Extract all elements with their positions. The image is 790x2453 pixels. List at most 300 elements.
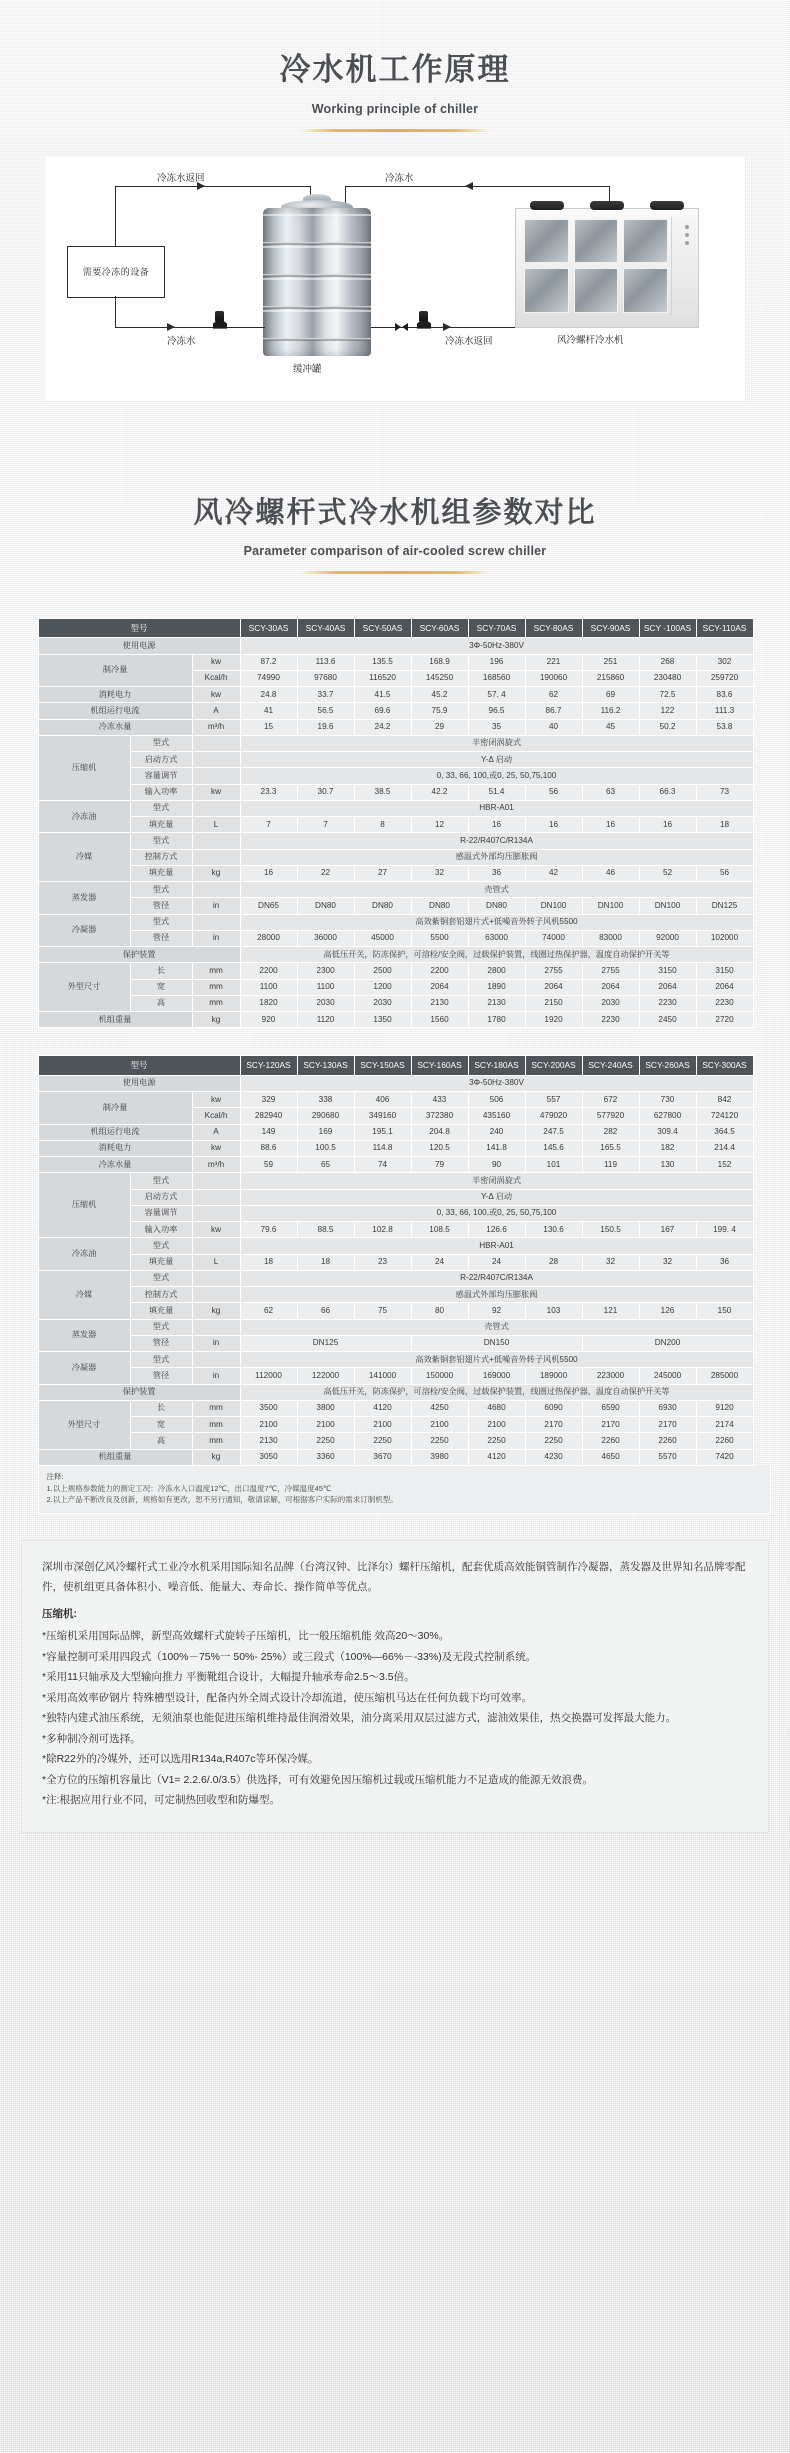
- title-underline-rule: [300, 129, 490, 132]
- row-label: 型式: [130, 833, 192, 849]
- data-cell: 69.6: [354, 703, 411, 719]
- row-unit: kw: [192, 1222, 240, 1238]
- data-cell: 116.2: [582, 703, 639, 719]
- data-cell: 169: [297, 1124, 354, 1140]
- row-label: 管径: [130, 1335, 192, 1351]
- pipe-top-left-horizontal: [115, 186, 311, 187]
- data-cell: 364.5: [696, 1124, 753, 1140]
- data-cell: 96.5: [468, 703, 525, 719]
- row-unit: A: [192, 703, 240, 719]
- table-row-compressor-input: [38, 1222, 753, 1238]
- column-header-5: SCY-200AS: [525, 1056, 582, 1076]
- data-cell: 302: [696, 654, 753, 670]
- data-cell: 90: [468, 1157, 525, 1173]
- row-label: 型式: [130, 1270, 192, 1286]
- data-cell: 32: [639, 1254, 696, 1270]
- table-row-compressor-start: [38, 1189, 753, 1205]
- row-unit: mm: [192, 1417, 240, 1433]
- data-cell: 268: [639, 654, 696, 670]
- description-item-1: *容量控制可采用四段式（100%－75%一 50%- 25%）或三段式（100%—66%－-33%)及无段式控制系统。: [42, 1650, 537, 1663]
- data-cell: 506: [468, 1092, 525, 1108]
- data-cell: 59: [240, 1157, 297, 1173]
- data-cell: 2174: [696, 1417, 753, 1433]
- data-cell: 16: [525, 817, 582, 833]
- data-cell: 329: [240, 1092, 297, 1108]
- row-label: 机组重量: [38, 1449, 192, 1465]
- column-header-2: SCY-150AS: [354, 1056, 411, 1076]
- data-cell: 69: [582, 687, 639, 703]
- row-label: 型式: [130, 1352, 192, 1368]
- row-unit: A: [192, 1124, 240, 1140]
- column-header-6: SCY-240AS: [582, 1056, 639, 1076]
- row-unit: [192, 1238, 240, 1254]
- title-underline-rule-2: [300, 571, 490, 574]
- data-cell: 33.7: [297, 687, 354, 703]
- data-cell: 6090: [525, 1400, 582, 1416]
- data-cell: 122: [639, 703, 696, 719]
- data-cell: 282940: [240, 1108, 297, 1124]
- data-cell: 2170: [639, 1417, 696, 1433]
- section2-title-cn: 风冷螺杆式冷水机组参数对比: [193, 496, 597, 529]
- data-cell: 2230: [696, 995, 753, 1011]
- data-cell: 221: [525, 654, 582, 670]
- table-row-refrigerant-fill: [38, 865, 753, 881]
- data-cell: 108.5: [411, 1222, 468, 1238]
- data-cell: 19.6: [297, 719, 354, 735]
- data-cell: 2170: [582, 1417, 639, 1433]
- data-cell: 5500: [411, 930, 468, 946]
- data-cell: 121: [582, 1303, 639, 1319]
- column-header-2: SCY-50AS: [354, 618, 411, 638]
- pipe-top-right-horizontal: [345, 186, 610, 187]
- row-group-label: 制冷量: [38, 1092, 192, 1125]
- section1-title-en: Working principle of chiller: [311, 101, 479, 116]
- row-unit: mm: [192, 995, 240, 1011]
- data-cell: 182: [639, 1140, 696, 1156]
- data-cell: 62: [240, 1303, 297, 1319]
- description-lead: 深圳市深创亿风冷螺杆式工业冷水机采用国际知名品牌（台湾汉钟、比泽尔）螺杆压缩机，配套优质高效能铜管制作冷凝器，蒸发器及世界知名品牌零配件，使机组更具备体积小、噪音低、能量大、寿命长、操作简单等优点。: [42, 1560, 746, 1594]
- row-unit: mm: [192, 1433, 240, 1449]
- data-cell: 4120: [354, 1400, 411, 1416]
- row-label: 宽: [130, 979, 192, 995]
- data-cell: DN100: [582, 898, 639, 914]
- data-cell: 41.5: [354, 687, 411, 703]
- row-label: 型式: [130, 800, 192, 816]
- data-cell: 1560: [411, 1012, 468, 1028]
- data-cell: 3150: [639, 963, 696, 979]
- data-cell: 97680: [297, 670, 354, 686]
- data-cell: 247.5: [525, 1124, 582, 1140]
- row-value-span: Y-Δ 启动: [240, 752, 753, 768]
- data-cell: 83000: [582, 930, 639, 946]
- group-label-refrigerant: 冷媒: [38, 833, 130, 882]
- row-label: 填充量: [130, 817, 192, 833]
- table-row: [38, 703, 753, 719]
- data-cell: 24: [468, 1254, 525, 1270]
- data-cell: 45000: [354, 930, 411, 946]
- data-cell: 15: [240, 719, 297, 735]
- data-cell: 38.5: [354, 784, 411, 800]
- data-cell: 2064: [411, 979, 468, 995]
- data-cell: 199. 4: [696, 1222, 753, 1238]
- data-cell: 23: [354, 1254, 411, 1270]
- data-cell: 145.6: [525, 1140, 582, 1156]
- data-cell: 36000: [297, 930, 354, 946]
- row-unit: kw: [192, 1092, 240, 1108]
- row-label: 保护装置: [38, 947, 240, 963]
- row-unit: [192, 1270, 240, 1286]
- chiller-principle-title-block: [0, 0, 790, 132]
- description-items: [42, 1626, 748, 1810]
- row-unit: kg: [192, 1449, 240, 1465]
- description-item-7: *全方位的压缩机容量比（V1= 2.2.6/.0/3.5）供选择，可有效避免因压缩机过载或压缩机能力不足造成的能源无效浪费。: [42, 1773, 594, 1786]
- data-cell: 1780: [468, 1012, 525, 1028]
- data-cell: 577920: [582, 1108, 639, 1124]
- data-cell: 2260: [582, 1433, 639, 1449]
- row-label: 型式: [130, 1173, 192, 1189]
- row-unit: kw: [192, 784, 240, 800]
- group-label-refrigerant: 冷媒: [38, 1270, 130, 1319]
- data-cell: 2500: [354, 963, 411, 979]
- data-cell: 41: [240, 703, 297, 719]
- column-header-4: SCY-180AS: [468, 1056, 525, 1076]
- data-cell: 4250: [411, 1400, 468, 1416]
- data-cell: 169000: [468, 1368, 525, 1384]
- row-value-span: 半密闭涡旋式: [240, 735, 753, 751]
- data-cell: 2030: [297, 995, 354, 1011]
- data-cell: 2720: [696, 1012, 753, 1028]
- data-cell: 87.2: [240, 654, 297, 670]
- data-cell: 35: [468, 719, 525, 735]
- row-unit: [192, 1189, 240, 1205]
- data-cell: DN125: [696, 898, 753, 914]
- data-cell: 62: [525, 687, 582, 703]
- row-label: 填充量: [130, 865, 192, 881]
- table-row-refrigerant-type: [38, 833, 753, 849]
- data-cell: 32: [582, 1254, 639, 1270]
- row-value-span: 高低压开关，防冻保护，可溶栓/安全阀，过载保护装置，线圈过热保护器，温度自动保护开关等: [240, 947, 753, 963]
- row-value-span: 0, 33, 66, 100,或0, 25, 50,75,100: [240, 768, 753, 784]
- table-row-power-supply: [38, 1075, 753, 1091]
- data-cell: 240: [468, 1124, 525, 1140]
- column-header-8: SCY-300AS: [696, 1056, 753, 1076]
- data-cell: 309.4: [639, 1124, 696, 1140]
- row-value-span: 3Φ-50Hz-380V: [240, 638, 753, 654]
- data-cell: 3500: [240, 1400, 297, 1416]
- data-cell: 195.1: [354, 1124, 411, 1140]
- data-cell: 1100: [297, 979, 354, 995]
- table-row-power-supply: [38, 638, 753, 654]
- data-cell: 406: [354, 1092, 411, 1108]
- row-label: 使用电源: [38, 1075, 240, 1091]
- data-cell: 2100: [297, 1417, 354, 1433]
- data-cell: 4230: [525, 1449, 582, 1465]
- table-row-refrigerant-control: [38, 1287, 753, 1303]
- data-cell: 66.3: [639, 784, 696, 800]
- data-cell: 23.3: [240, 784, 297, 800]
- column-header-1: SCY-130AS: [297, 1056, 354, 1076]
- data-cell: 3360: [297, 1449, 354, 1465]
- data-cell: 285000: [696, 1368, 753, 1384]
- data-cell: 2800: [468, 963, 525, 979]
- group-label-oil: 冷冻油: [38, 800, 130, 833]
- row-group-label: 机组运行电流: [38, 703, 192, 719]
- label-buffer-tank: 缓冲罐: [293, 363, 322, 375]
- table-row-refrigerant-control: [38, 849, 753, 865]
- row-label: 高: [130, 1433, 192, 1449]
- table-row: [38, 1124, 753, 1140]
- row-unit: [192, 882, 240, 898]
- label-chilled-bottom: 冷冻水: [167, 335, 196, 347]
- table-row-condenser-diameter: [38, 930, 753, 946]
- data-cell: 1920: [525, 1012, 582, 1028]
- row-label: 型式: [130, 914, 192, 930]
- data-cell: 2755: [525, 963, 582, 979]
- data-cell: 51.4: [468, 784, 525, 800]
- label-return-bottom: 冷冻水返回: [445, 335, 493, 347]
- row-label: 高: [130, 995, 192, 1011]
- parameter-comparison-title-block: [0, 401, 790, 574]
- table-row-protection: [38, 947, 753, 963]
- data-cell: 45: [582, 719, 639, 735]
- data-cell: 80: [411, 1303, 468, 1319]
- data-cell: 3050: [240, 1449, 297, 1465]
- table-row: [38, 719, 753, 735]
- data-cell: 24.8: [240, 687, 297, 703]
- table-row-oil-type: [38, 1238, 753, 1254]
- data-cell: 63: [582, 784, 639, 800]
- data-cell: 16: [240, 865, 297, 881]
- row-value-span: 壳管式: [240, 1319, 753, 1335]
- row-label: 保护装置: [38, 1384, 240, 1400]
- row-value-span: R-22/R407C/R134A: [240, 833, 753, 849]
- data-cell: 66: [297, 1303, 354, 1319]
- data-cell: 16: [639, 817, 696, 833]
- label-chiller: 风冷螺杆冷水机: [557, 334, 624, 346]
- row-label: 启动方式: [130, 1189, 192, 1205]
- table-row-dimension: [38, 979, 753, 995]
- column-header-3: SCY-160AS: [411, 1056, 468, 1076]
- group-label-dimensions: 外型尺寸: [38, 1400, 130, 1449]
- data-cell: 73: [696, 784, 753, 800]
- row-unit: L: [192, 817, 240, 833]
- data-cell: 2755: [582, 963, 639, 979]
- data-cell: 18: [696, 817, 753, 833]
- data-cell: 251: [582, 654, 639, 670]
- column-header-8: SCY-110AS: [696, 618, 753, 638]
- row-unit: [192, 752, 240, 768]
- section2-title-en: Parameter comparison of air-cooled screw chiller: [243, 543, 547, 558]
- row-value-span: 0, 33, 66, 100,或0, 25, 50,75,100: [240, 1205, 753, 1221]
- data-cell: 24.2: [354, 719, 411, 735]
- row-unit: mm: [192, 1400, 240, 1416]
- data-cell: 102000: [696, 930, 753, 946]
- row-value-span: 高效紫铜套铝翅片式+低噪音外转子风机5500: [240, 1352, 753, 1368]
- data-cell: 2030: [582, 995, 639, 1011]
- row-unit: L: [192, 1254, 240, 1270]
- data-cell: 2030: [354, 995, 411, 1011]
- data-cell: DN100: [639, 898, 696, 914]
- data-cell: DN65: [240, 898, 297, 914]
- data-cell: 2300: [297, 963, 354, 979]
- table-row-compressor-input: [38, 784, 753, 800]
- row-unit: kw: [192, 687, 240, 703]
- data-cell: 130.6: [525, 1222, 582, 1238]
- row-unit: [192, 1173, 240, 1189]
- column-header-4: SCY-70AS: [468, 618, 525, 638]
- data-cell: 32: [411, 865, 468, 881]
- spec-table-1: [38, 618, 754, 1029]
- row-label: 长: [130, 1400, 192, 1416]
- data-cell: 46: [582, 865, 639, 881]
- data-cell: 86.7: [525, 703, 582, 719]
- row-unit: [192, 768, 240, 784]
- arrow-return-bottom: [443, 323, 451, 331]
- row-group-label: 冷冻水量: [38, 1157, 192, 1173]
- data-cell: 152: [696, 1157, 753, 1173]
- data-cell: 2064: [639, 979, 696, 995]
- data-cell: 282: [582, 1124, 639, 1140]
- row-unit: in: [192, 1368, 240, 1384]
- table-header-row: [38, 1056, 753, 1076]
- data-cell: 141.8: [468, 1140, 525, 1156]
- data-cell: 111.3: [696, 703, 753, 719]
- data-cell: 24: [411, 1254, 468, 1270]
- pipe-left-vertical: [115, 186, 116, 246]
- buffer-tank-graphic: [263, 208, 371, 356]
- data-cell: 150: [696, 1303, 753, 1319]
- data-cell: 83.6: [696, 687, 753, 703]
- data-cell: 79.6: [240, 1222, 297, 1238]
- data-cell: 2250: [525, 1433, 582, 1449]
- row-value-span: 半密闭涡旋式: [240, 1173, 753, 1189]
- data-cell: 126.6: [468, 1222, 525, 1238]
- data-cell: DN200: [582, 1335, 753, 1351]
- data-cell: 168560: [468, 670, 525, 686]
- table-notes: [38, 1466, 771, 1514]
- row-value-span: 壳管式: [240, 882, 753, 898]
- row-label: 宽: [130, 1417, 192, 1433]
- row-group-label: 制冷量: [38, 654, 192, 687]
- equipment-box: [67, 246, 165, 298]
- data-cell: 2130: [411, 995, 468, 1011]
- data-cell: 4650: [582, 1449, 639, 1465]
- data-cell: 433: [411, 1092, 468, 1108]
- data-cell: 168.9: [411, 654, 468, 670]
- data-cell: 2250: [468, 1433, 525, 1449]
- data-cell: 113.6: [297, 654, 354, 670]
- data-cell: 100.5: [297, 1140, 354, 1156]
- data-cell: 56.5: [297, 703, 354, 719]
- valve-icon: [395, 323, 408, 332]
- table-row-weight: [38, 1449, 753, 1465]
- row-group-label: 冷冻水量: [38, 719, 192, 735]
- data-cell: 7: [297, 817, 354, 833]
- spec-table-1-wrapper: [38, 618, 753, 1029]
- data-cell: 36: [696, 1254, 753, 1270]
- data-cell: 18: [297, 1254, 354, 1270]
- row-label: 填充量: [130, 1254, 192, 1270]
- data-cell: 27: [354, 865, 411, 881]
- row-unit: kw: [192, 1140, 240, 1156]
- notes-line-1: 1.以上规格参数能力的测定工况：冷冻水入口温度12℃，出口温度7℃，冷媒温度45℃: [46, 1483, 332, 1493]
- row-label: 填充量: [130, 1303, 192, 1319]
- row-unit: kg: [192, 1303, 240, 1319]
- row-unit: [192, 914, 240, 930]
- table-row: [38, 1140, 753, 1156]
- data-cell: 2064: [696, 979, 753, 995]
- row-label: 使用电源: [38, 638, 240, 654]
- row-value-span: R-22/R407C/R134A: [240, 1270, 753, 1286]
- data-cell: 290680: [297, 1108, 354, 1124]
- data-cell: 2230: [639, 995, 696, 1011]
- data-cell: 3670: [354, 1449, 411, 1465]
- equipment-box-label: 需要冷冻的设备: [82, 267, 150, 278]
- data-cell: 42: [525, 865, 582, 881]
- product-description-block: [21, 1540, 769, 1834]
- pump-right-icon: [417, 311, 431, 329]
- data-cell: DN80: [297, 898, 354, 914]
- data-cell: 63000: [468, 930, 525, 946]
- data-cell: DN80: [411, 898, 468, 914]
- data-cell: 5570: [639, 1449, 696, 1465]
- row-unit: [192, 800, 240, 816]
- row-unit: in: [192, 1335, 240, 1351]
- data-cell: 88.5: [297, 1222, 354, 1238]
- row-unit: [192, 735, 240, 751]
- data-cell: 338: [297, 1092, 354, 1108]
- data-cell: 2100: [240, 1417, 297, 1433]
- data-cell: 92000: [639, 930, 696, 946]
- row-label: 型式: [130, 882, 192, 898]
- data-cell: 141000: [354, 1368, 411, 1384]
- data-cell: 56: [525, 784, 582, 800]
- table-row-protection: [38, 1384, 753, 1400]
- data-cell: 245000: [639, 1368, 696, 1384]
- arrow-chilled-top: [465, 182, 473, 190]
- data-cell: 18: [240, 1254, 297, 1270]
- group-label-condenser: 冷凝器: [38, 914, 130, 947]
- data-cell: 2250: [411, 1433, 468, 1449]
- table-row-dimension: [38, 995, 753, 1011]
- data-cell: 150000: [411, 1368, 468, 1384]
- data-cell: 53.8: [696, 719, 753, 735]
- data-cell: DN80: [354, 898, 411, 914]
- data-cell: 2260: [696, 1433, 753, 1449]
- data-cell: 349160: [354, 1108, 411, 1124]
- table-row-dimension: [38, 1400, 753, 1416]
- description-item-6: *除R22外的冷媒外，还可以选用R134a,R407c等环保冷媒。: [42, 1753, 319, 1766]
- data-cell: 74: [354, 1157, 411, 1173]
- data-cell: 149: [240, 1124, 297, 1140]
- data-cell: 2450: [639, 1012, 696, 1028]
- row-unit: [192, 1287, 240, 1303]
- table-row-evaporator-type: [38, 882, 753, 898]
- data-cell: 2250: [354, 1433, 411, 1449]
- spec-table-2: [38, 1055, 754, 1466]
- row-unit: [192, 1205, 240, 1221]
- chiller-schematic-panel: [45, 156, 745, 401]
- data-cell: 1100: [240, 979, 297, 995]
- label-chilled-top: 冷冻水: [385, 172, 414, 184]
- row-value-span: 高效紫铜套铝翅片式+低噪音外转子风机5500: [240, 914, 753, 930]
- row-value-span: 感温式外部均压膨胀阀: [240, 1287, 753, 1303]
- column-header-7: SCY -100AS: [639, 618, 696, 638]
- table-header-row: [38, 618, 753, 638]
- data-cell: 1200: [354, 979, 411, 995]
- data-cell: 7420: [696, 1449, 753, 1465]
- air-cooled-chiller-graphic: [515, 208, 699, 328]
